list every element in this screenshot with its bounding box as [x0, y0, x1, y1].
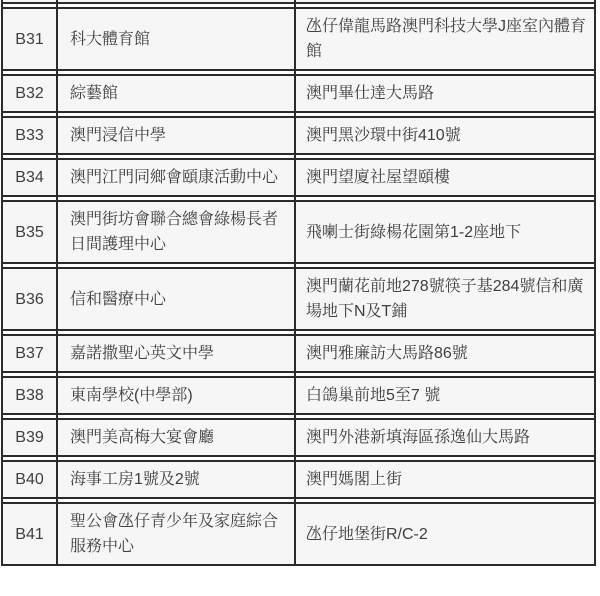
cell-site-name: 信和醫療中心: [57, 268, 295, 330]
cell-site-address: 澳門蘭花前地278號筷子基284號信和廣場地下N及T鋪: [295, 268, 595, 330]
cell-site-name: 聖公會氹仔青少年及家庭綜合服務中心: [57, 503, 295, 565]
cell-site-id: B33: [2, 117, 57, 154]
cell-site-address: 氹仔地堡街R/C-2: [295, 503, 595, 565]
cell-site-id: B39: [2, 419, 57, 456]
cell-site-address: 澳門黑沙環中街410號: [295, 117, 595, 154]
table-row: [2, 8, 595, 70]
cell-site-address: 氹仔偉龍馬路澳門科技大學J座室內體育館: [295, 8, 595, 70]
cell-site-name: 綜藝館: [57, 75, 295, 112]
table-row: [2, 461, 595, 498]
cell-site-address: 澳門雅廉訪大馬路86號: [295, 335, 595, 372]
locations-table: [1, 0, 596, 566]
cell-site-name: 澳門浸信中學: [57, 117, 295, 154]
cell-site-name: 科大體育館: [57, 8, 295, 70]
cell-site-id: B34: [2, 159, 57, 196]
table-row: [2, 201, 595, 263]
cell-site-name: 澳門江門同鄉會頤康活動中心: [57, 159, 295, 196]
table-row: [2, 117, 595, 154]
table-row: [2, 268, 595, 330]
cell-site-name: 澳門街坊會聯合總會綠楊長者日間護理中心: [57, 201, 295, 263]
cell-site-id: B36: [2, 268, 57, 330]
table-row: [2, 503, 595, 565]
cell-site-address: 白鴿巢前地5至7 號: [295, 377, 595, 414]
cell-site-id: B41: [2, 503, 57, 565]
cell-site-id: B40: [2, 461, 57, 498]
cell-site-id: B32: [2, 75, 57, 112]
cell-site-name: 東南學校(中學部): [57, 377, 295, 414]
cell-site-id: B37: [2, 335, 57, 372]
table-row: [2, 335, 595, 372]
cell-site-name: 嘉諾撒聖心英文中學: [57, 335, 295, 372]
table-row: [2, 159, 595, 196]
cell-site-address: 澳門外港新填海區孫逸仙大馬路: [295, 419, 595, 456]
cell-site-name: 澳門美高梅大宴會廳: [57, 419, 295, 456]
cell-site-address: 澳門畢仕達大馬路: [295, 75, 595, 112]
cell-site-id: B35: [2, 201, 57, 263]
table-row: [2, 419, 595, 456]
cell-site-name: 海事工房1號及2號: [57, 461, 295, 498]
cell-site-address: 飛喇士街綠楊花園第1-2座地下: [295, 201, 595, 263]
table-body: [2, 0, 595, 565]
table-row: [2, 377, 595, 414]
cell-site-id: B31: [2, 8, 57, 70]
table-row: [2, 75, 595, 112]
cell-site-id: B38: [2, 377, 57, 414]
cell-site-address: 澳門媽閣上街: [295, 461, 595, 498]
cell-site-address: 澳門望廈社屋望頤樓: [295, 159, 595, 196]
